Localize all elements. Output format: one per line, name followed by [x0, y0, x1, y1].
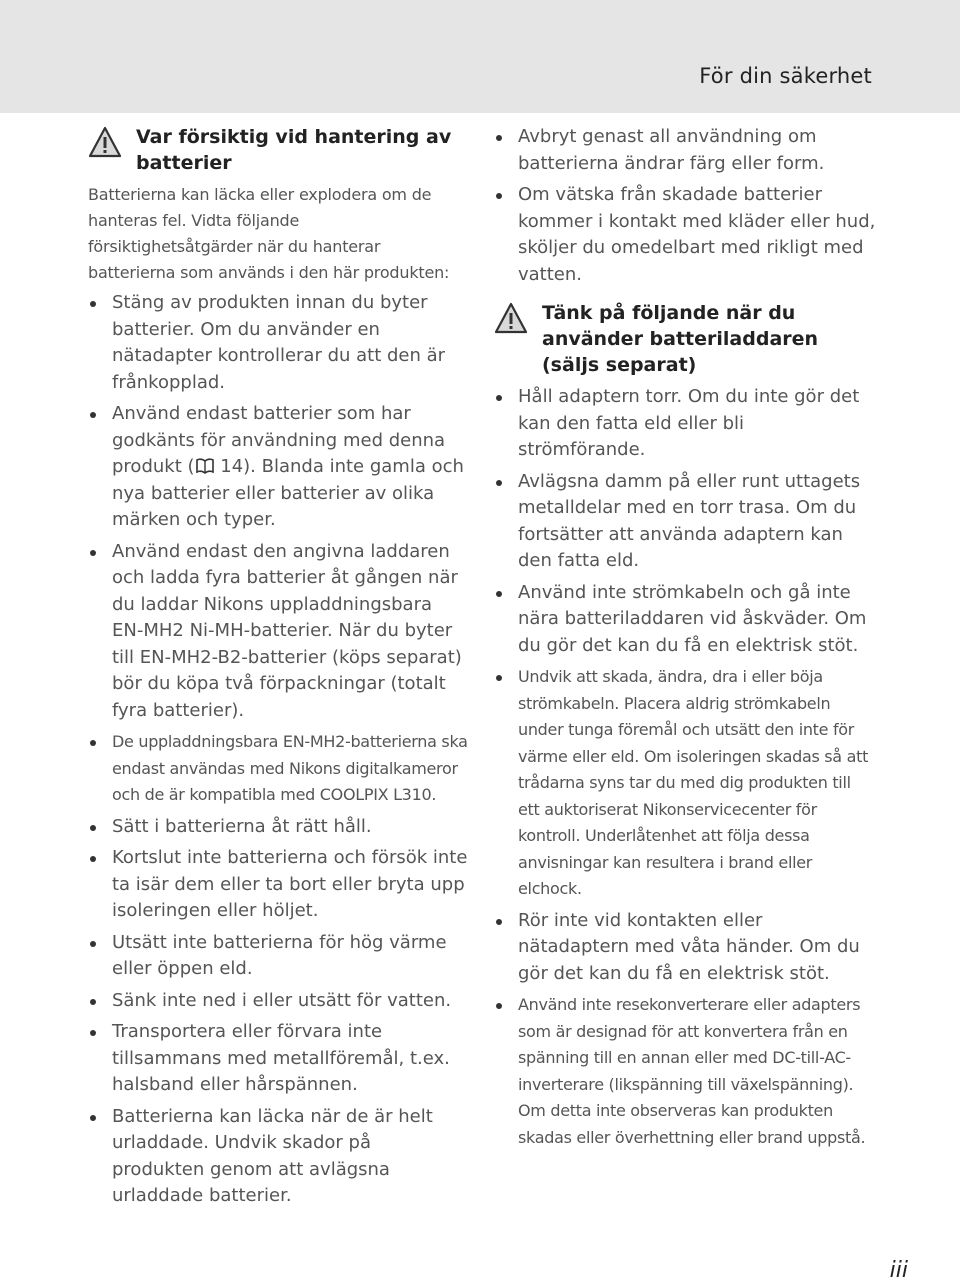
section-title-line2: batterier	[136, 152, 232, 174]
list-item: Utsätt inte batterierna för hög värme eller öppen eld.	[88, 930, 468, 983]
bullet-icon	[90, 1115, 96, 1121]
section-title: Tänk på följande när du använder batteriladdaren (säljs separat)	[542, 302, 819, 376]
list-item: Använd inte strömkabeln och gå inte nära batteriladdaren vid åskväder. Om du gör det kan du få en elektrisk stöt.	[494, 580, 876, 660]
list-item: Avbryt genast all användning om batterierna ändrar färg eller form.	[494, 124, 876, 177]
charger-precautions-list	[494, 384, 876, 1151]
bullet-icon	[496, 193, 502, 199]
battery-precautions-list	[88, 290, 468, 1210]
bullet-icon	[90, 999, 96, 1005]
bullet-icon	[90, 1030, 96, 1036]
bullet-icon	[90, 825, 96, 831]
bullet-icon	[496, 395, 502, 401]
left-column	[88, 124, 468, 1215]
bullet-icon	[496, 591, 502, 597]
list-item: Batterierna kan läcka när de är helt urladdade. Undvik skador på produkten genom att avlägsna urladdade batterier.	[88, 1104, 468, 1210]
list-item: Avlägsna damm på eller runt uttagets metalldelar med en torr trasa. Om du fortsätter att använda adaptern kan den fatta eld.	[494, 469, 876, 575]
bullet-icon	[496, 1003, 502, 1009]
bullet-icon	[496, 135, 502, 141]
warning-triangle-icon	[494, 302, 528, 334]
list-item: Använd endast den angivna laddaren och ladda fyra batterier åt gången när du laddar Nikons uppladdningsbara EN-MH2 Ni-MH-batterier. När du byter till EN-MH2-B2-batterier (köps separat) bör du köpa två förpackningar (totalt fyra batterier).	[88, 539, 468, 725]
list-item: Kortslut inte batterierna och försök inte ta isär dem eller ta bort eller bryta upp isoleringen eller höljet.	[88, 845, 468, 925]
warning-triangle-icon	[88, 126, 122, 158]
charger-caution-heading	[494, 300, 876, 378]
section-title	[136, 124, 451, 176]
book-icon	[195, 458, 215, 474]
bullet-icon	[90, 740, 96, 746]
list-item: Sätt i batterierna åt rätt håll.	[88, 814, 468, 841]
list-item: Använd endast batterier som har godkänts för användning med denna produkt ( 14). Blanda inte gamla och nya batterier eller batterier av olika märken och typer.	[88, 401, 468, 534]
page-number: iii	[889, 1258, 908, 1283]
battery-continued-list	[494, 124, 876, 288]
section-title-line1: Var försiktig vid hantering av	[136, 126, 452, 148]
bullet-icon	[496, 480, 502, 486]
bullet-icon	[90, 941, 96, 947]
list-item: Undvik att skada, ändra, dra i eller böja strömkabeln. Placera aldrig strömkabeln under tunga föremål och utsätt den inte för värme eller eld. Om isoleringen skadas så att trådarna syns tar du med dig produkten till ett auktoriserat Nikonservicecenter för kontroll. Underlåtenhet att följa dessa anvisningar kan resultera i brand eller elchock.	[494, 664, 876, 903]
page-header-title: För din säkerhet	[699, 64, 872, 88]
page-reference: 14	[214, 456, 244, 477]
bullet-icon	[90, 301, 96, 307]
list-item: De uppladdningsbara EN-MH2-batterierna ska endast användas med Nikons digitalkameror och de är kompatibla med COOLPIX L310.	[88, 729, 468, 809]
list-item: Rör inte vid kontakten eller nätadaptern med våta händer. Om du gör det kan du få en elektrisk stöt.	[494, 908, 876, 988]
bullet-icon	[496, 675, 502, 681]
list-item: Håll adaptern torr. Om du inte gör det kan den fatta eld eller bli strömförande.	[494, 384, 876, 464]
bullet-icon	[90, 856, 96, 862]
list-item: Sänk inte ned i eller utsätt för vatten.	[88, 988, 468, 1015]
list-item: Använd inte resekonverterare eller adapters som är designad för att konvertera från en spänning till en annan eller med DC-till-AC-inverterare (likspänning till växelspänning). Om detta inte observeras kan produkten skadas eller överhettning eller brand uppstå.	[494, 992, 876, 1151]
list-item: Transportera eller förvara inte tillsammans med metallföremål, t.ex. halsband eller hårspännen.	[88, 1019, 468, 1099]
list-item: Om vätska från skadade batterier kommer i kontakt med kläder eller hud, sköljer du omedelbart med rikligt med vatten.	[494, 182, 876, 288]
bullet-icon	[496, 919, 502, 925]
header-band	[0, 0, 960, 113]
intro-paragraph: Batterierna kan läcka eller explodera om de hanteras fel. Vidta följande försiktighetsåtgärder när du hanterar batterierna som används i den här produkten:	[88, 185, 450, 282]
right-column	[494, 124, 876, 1156]
battery-caution-heading	[88, 124, 468, 176]
bullet-icon	[90, 412, 96, 418]
bullet-icon	[90, 550, 96, 556]
list-item: Stäng av produkten innan du byter batterier. Om du använder en nätadapter kontrollerar du att den är frånkopplad.	[88, 290, 468, 396]
